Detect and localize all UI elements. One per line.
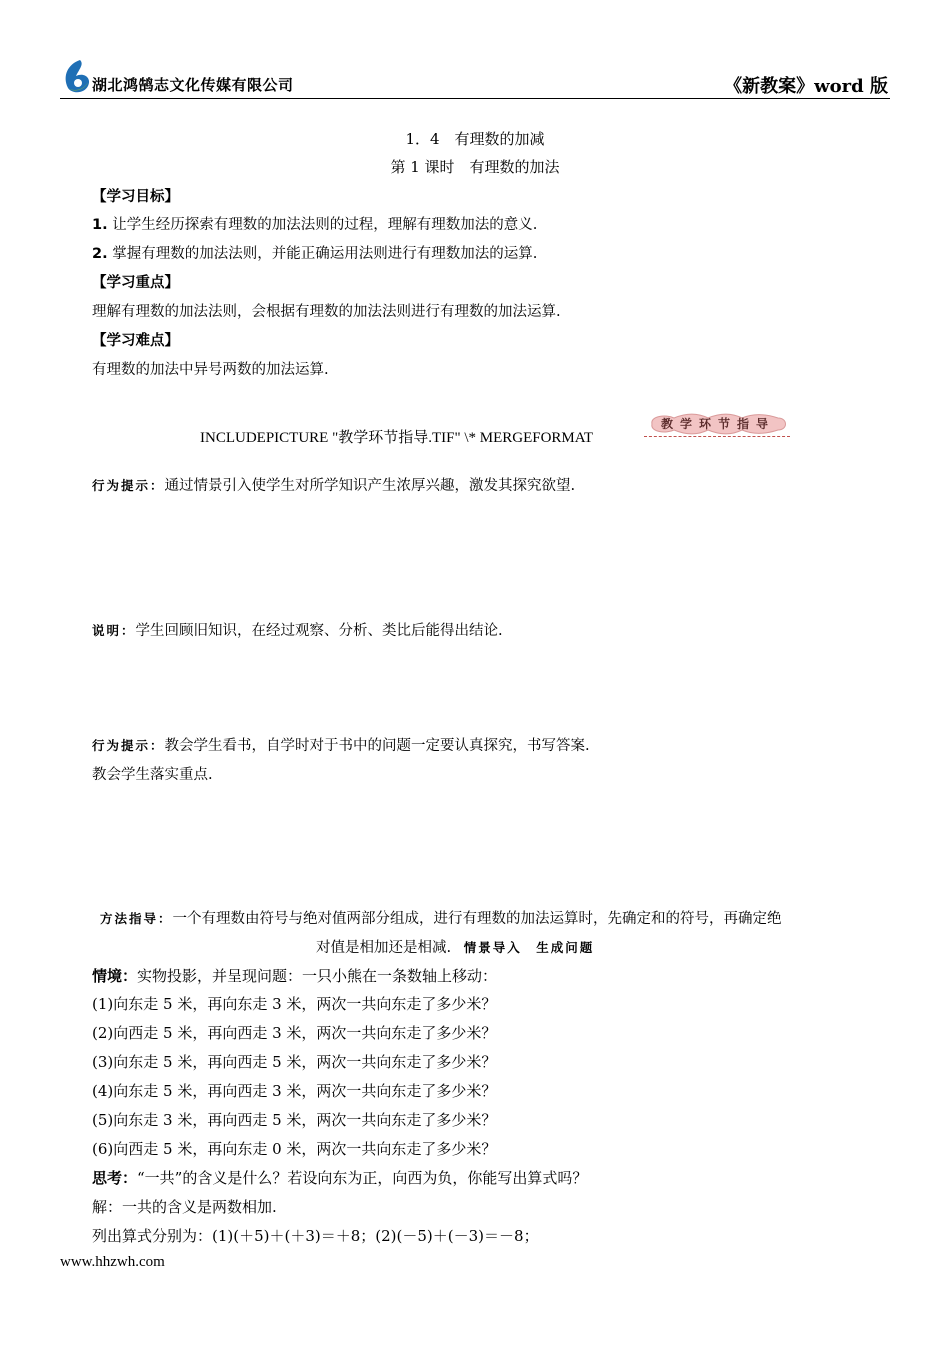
situation-question-3: (3)向东走 5 米，再向西走 5 米，两次一共向东走了多少米？ <box>92 1053 497 1071</box>
note-label: 行为提示： <box>92 478 165 493</box>
objectives-heading: 【学习目标】 <box>92 189 179 205</box>
badge-label: 教学环节指导 <box>660 417 775 431</box>
think-label: 思考： <box>92 1169 138 1187</box>
situation-question-2: (2)向西走 5 米，再向西走 3 米，两次一共向东走了多少米？ <box>92 1024 497 1042</box>
objective-item-2 <box>92 242 537 263</box>
note-label: 行为提示： <box>92 738 165 753</box>
situation-question-6: (6)向西走 5 米，再向东走 0 米，两次一共向东走了多少米？ <box>92 1140 497 1158</box>
method-guide-text: 一个有理数由符号与绝对值两部分组成，进行有理数的加法运算时，先确定和的符号，再确定绝 <box>172 911 782 927</box>
note-text: 学生回顾旧知识，在经过观察、分析、类比后能得出结论. <box>135 623 503 639</box>
method-guide-line-1 <box>100 907 782 928</box>
note-text: 通过情景引入使学生对所学知识产生浓厚兴趣，激发其探究欲望. <box>164 478 576 494</box>
objective-text: 让学生经历探索有理数的加法法则的过程，理解有理数加法的意义. <box>112 217 538 233</box>
method-guide-text-2: 对值是相加还是相减. <box>316 940 452 956</box>
header-company-name: 湖北鸿鹄志文化传媒有限公司 <box>92 76 294 94</box>
include-picture-field: INCLUDEPICTURE "教学环节指导.TIF" \* MERGEFORMAT <box>200 430 594 446</box>
objective-item-1 <box>92 213 537 234</box>
situation-question-1: (1)向东走 5 米，再向东走 3 米，两次一共向东走了多少米？ <box>92 995 497 1013</box>
difficulties-heading: 【学习难点】 <box>92 333 179 349</box>
note-behavior-hint-1 <box>92 474 575 495</box>
note-label: 说明： <box>92 623 136 638</box>
objective-text: 掌握有理数的加法法则，并能正确运用法则进行有理数加法的运算. <box>112 246 538 262</box>
section-tag: 情景导入 生成问题 <box>463 940 595 955</box>
company-logo-icon <box>58 56 94 96</box>
note-text: 教会学生看书，自学时对于书中的问题一定要认真探究，书写答案. <box>164 738 590 754</box>
method-guide-line-2 <box>316 936 594 957</box>
footer-url: www.hhzwh.com <box>60 1254 165 1270</box>
teaching-guide-badge <box>646 412 790 436</box>
key-points-text: 理解有理数的加法法则，会根据有理数的加法法则进行有理数的加法运算. <box>92 304 561 320</box>
situation-question-5: (5)向东走 3 米，再向西走 5 米，两次一共向东走了多少米？ <box>92 1111 497 1129</box>
difficulties-text: 有理数的加法中异号两数的加法运算. <box>92 362 329 378</box>
header-edition-label: 《新教案》word 版 <box>724 76 888 97</box>
badge-underline <box>644 436 790 437</box>
note-explanation <box>92 619 503 640</box>
situation-intro-text: 实物投影，并呈现问题：一只小熊在一条数轴上移动： <box>137 967 498 985</box>
objective-number: 2. <box>92 246 108 262</box>
method-guide-label: 方法指导： <box>100 911 173 926</box>
note-extra: 教会学生落实重点. <box>92 767 213 783</box>
situation-intro <box>92 965 497 986</box>
section-title: 1．4 有理数的加减 <box>405 130 545 148</box>
key-points-heading: 【学习重点】 <box>92 275 179 291</box>
think-text: “一共”的含义是什么？若设向东为正，向西为负，你能写出算式吗？ <box>137 1169 588 1187</box>
note-behavior-hint-2 <box>92 734 590 755</box>
objective-number: 1. <box>92 217 108 233</box>
situation-question-4: (4)向东走 5 米，再向西走 3 米，两次一共向东走了多少米？ <box>92 1082 497 1100</box>
header-divider <box>60 98 890 99</box>
think-question <box>92 1167 587 1188</box>
answer-text: 解：一共的含义是两数相加. <box>92 1198 277 1216</box>
formula-text: 列出算式分别为：(1)(＋5)＋(＋3)＝＋8；(2)(－5)＋(－3)＝－8； <box>92 1227 539 1245</box>
lesson-title: 第 1 课时 有理数的加法 <box>390 158 560 176</box>
situation-label: 情境： <box>92 967 138 985</box>
